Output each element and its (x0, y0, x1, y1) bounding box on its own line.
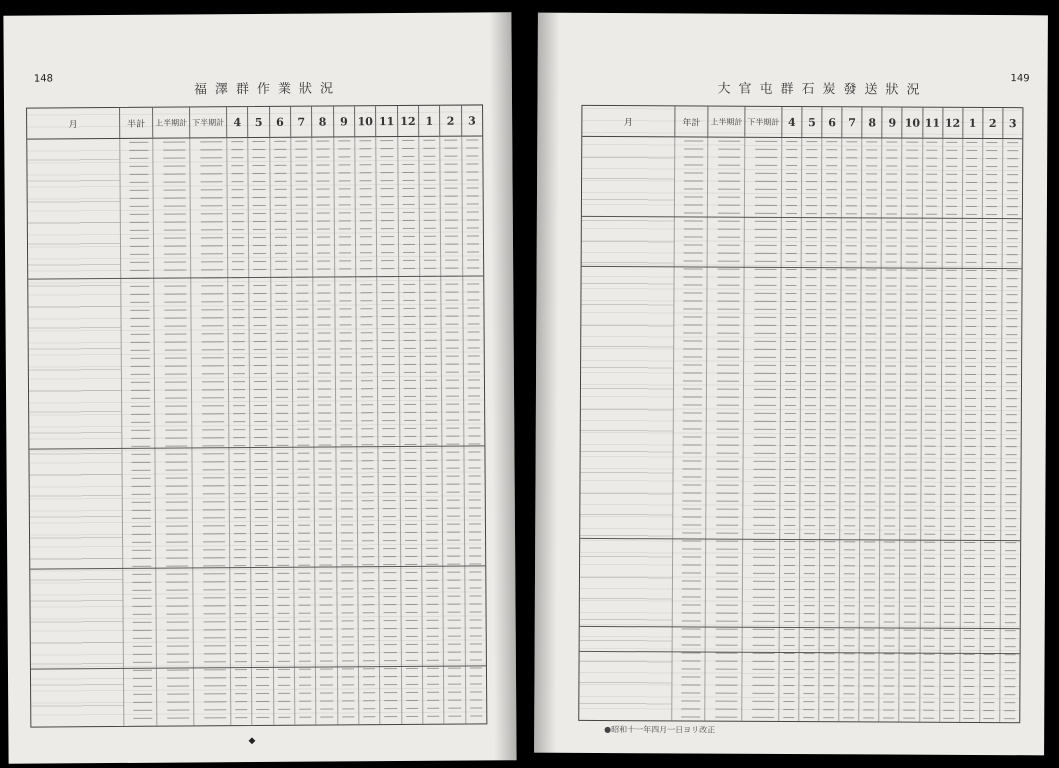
binding-shadow (534, 13, 560, 753)
header-total: 年計 (674, 106, 707, 136)
header-second-half: 下半期計 (189, 107, 226, 137)
header-month: 8 (311, 106, 333, 136)
left-page-number: 148 (33, 73, 53, 85)
header-month: 1 (962, 108, 982, 138)
header-month: 6 (269, 107, 291, 137)
right-table-body (579, 137, 1022, 722)
right-page-number: 149 (1010, 73, 1030, 85)
header-month: 6 (821, 107, 841, 137)
header-month: 9 (333, 106, 355, 136)
header-total: 半計 (119, 108, 152, 138)
header-month: 11 (922, 108, 942, 138)
header-first-half: 上半期計 (152, 107, 189, 137)
header-month: 4 (781, 107, 801, 137)
header-month: 10 (354, 106, 376, 136)
header-second-half: 下半期計 (744, 107, 781, 137)
header-month: 7 (842, 107, 862, 137)
left-table-body (27, 136, 486, 726)
header-month: 7 (290, 107, 312, 137)
header-month: 11 (375, 106, 397, 136)
row-labels-column (579, 137, 674, 720)
data-column (999, 139, 1022, 722)
data-column (189, 138, 230, 725)
left-table-header (27, 105, 482, 139)
header-month: 12 (397, 106, 419, 136)
header-month: 4 (226, 107, 248, 137)
data-column (461, 136, 486, 723)
header-month: 3 (1002, 108, 1022, 138)
header-month: 9 (882, 107, 902, 137)
left-statistics-table (26, 104, 487, 727)
header-month: 2 (439, 106, 461, 136)
data-column (741, 138, 781, 721)
header-month: 5 (247, 107, 269, 137)
right-page (534, 13, 1048, 756)
data-column (152, 138, 193, 725)
header-month: 5 (801, 107, 821, 137)
row-labels-column (27, 139, 123, 727)
right-running-head: 大官屯群石炭發送狀況 (717, 81, 928, 98)
right-table-header (582, 106, 1022, 139)
header-month: 8 (862, 107, 882, 137)
left-page (3, 12, 516, 764)
page-mark: ◆ (248, 736, 256, 747)
header-month: 3 (461, 105, 483, 135)
data-column (704, 138, 744, 721)
data-column (671, 137, 707, 720)
header-month: 2 (982, 108, 1002, 138)
header-stub: 月 (623, 117, 633, 128)
right-statistics-table (578, 105, 1023, 723)
header-month: 10 (902, 108, 922, 138)
left-running-head: 福澤群作業狀況 (193, 81, 341, 98)
header-first-half: 上半期計 (707, 107, 744, 137)
binding-shadow (489, 12, 516, 760)
data-column (119, 139, 156, 726)
header-month: 1 (418, 106, 440, 136)
header-month: 12 (942, 108, 962, 138)
footer-note: ●昭和十一年四月一日ヨリ改正 (604, 725, 716, 735)
header-stub: 月 (68, 119, 78, 130)
